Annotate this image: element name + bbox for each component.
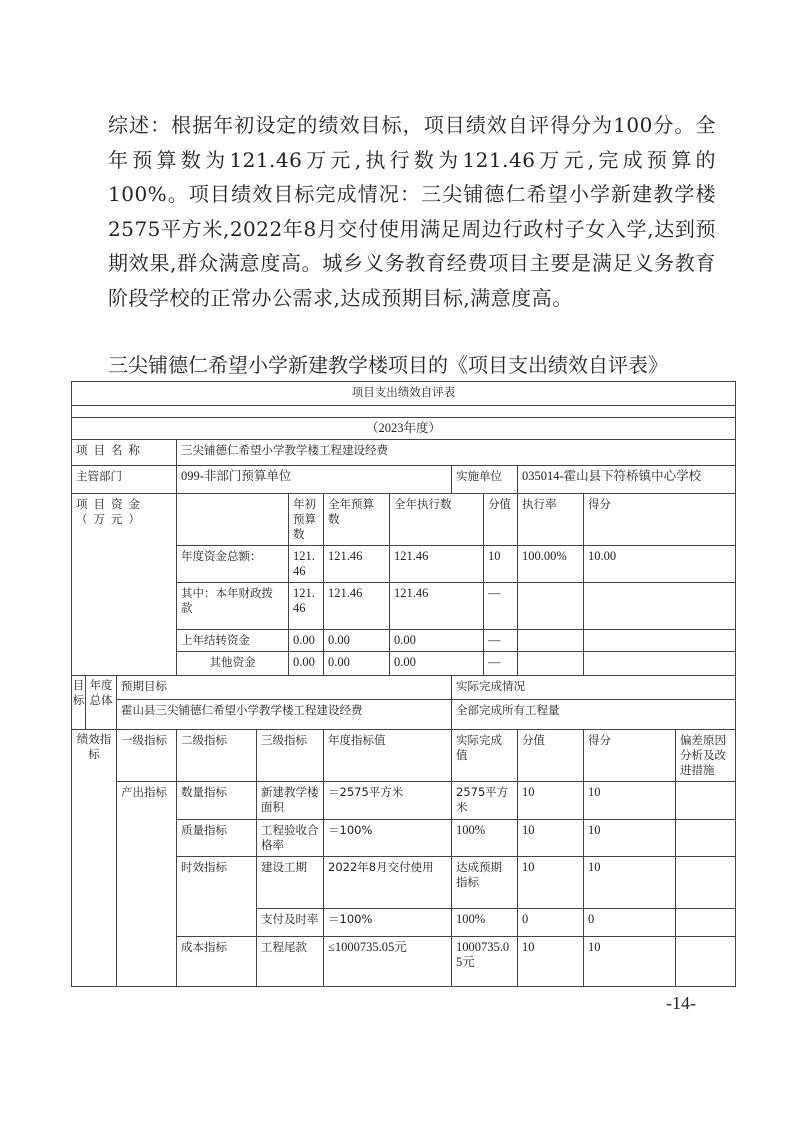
indicator-actual: 达成预期指标 [452,857,518,909]
goal-label-left: 目标 [72,676,86,730]
impl-label: 实施单位 [452,466,518,494]
indicator-header-target: 年度指标值 [324,730,452,782]
funds-row-label: 年度资金总额： [177,546,289,583]
goal-actual-header: 实际完成情况 [452,676,736,700]
funds-row-label: 上年结转资金 [177,630,289,652]
funds-executed: 0.00 [390,652,484,676]
indicator-level1: 产出指标 [117,782,177,987]
table-caption: 三尖铺德仁希望小学新建教学楼项目的《项目支出绩效自评表》 [108,353,668,377]
funds-header-executed: 全年执行数 [390,494,484,546]
indicator-target: ＝100% [324,820,452,857]
funds-rate [518,652,584,676]
funds-annual: 0.00 [324,630,390,652]
dept-label: 主管部门 [72,466,177,494]
funds-row-label: 其他资金 [177,652,289,676]
project-name-value: 三尖铺德仁希望小学教学楼工程建设经费 [177,440,736,466]
indicator-actual: 2575平方米 [452,782,518,820]
funds-initial: 0.00 [289,630,324,652]
indicator-value: 10 [518,937,584,987]
goal-expected-header: 预期目标 [117,676,452,700]
indicator-score: 0 [584,909,676,937]
funds-annual: 121.46 [324,583,390,630]
funds-annual: 121.46 [324,546,390,583]
indicator-row [72,782,736,820]
funds-rate: 100.00% [518,546,584,583]
project-name-label: 项目名称 [72,440,177,466]
funds-initial: 121.46 [289,583,324,630]
indicator-value: 10 [518,820,584,857]
funds-score: 10.00 [584,546,736,583]
indicator-level3: 建设工期 [257,857,324,909]
goal-expected-value: 霍山县三尖铺德仁希望小学教学楼工程建设经费 [117,700,452,730]
indicator-value: 0 [518,909,584,937]
dept-value: 099-非部门预算单位 [177,466,452,494]
indicator-score: 10 [584,782,676,820]
indicator-deviation [676,909,736,937]
funds-header-blank [177,494,289,546]
indicator-header-score: 得分 [584,730,676,782]
funds-executed: 121.46 [390,583,484,630]
summary-paragraph: 综述：根据年初设定的绩效目标，项目绩效自评得分为100分。全年预算数为121.46万元,执行数为121.46万元,完成预算的100%。项目绩效目标完成情况：三尖铺德仁希望小学新建教学楼2575平方米,2022年8月交付使用满足周边行政村子女入学,达到预期效果,群众满意度高。城乡义务教育经费项目主要是满足义务教育阶段学校的正常办公需求,达成预期目标,满意度高。 [108,113,716,310]
indicator-level2: 质量指标 [177,820,257,857]
funds-score [584,583,736,630]
indicator-header-actual: 实际完成值 [452,730,518,782]
table-spacer [72,406,736,418]
funds-header-annual: 全年预算数 [324,494,390,546]
funds-initial: 121.46 [289,546,324,583]
indicator-level3: 支付及时率 [257,909,324,937]
funds-executed: 121.46 [390,546,484,583]
indicator-target: ＝100% [324,909,452,937]
funds-rate [518,583,584,630]
funds-score-value: — [484,652,518,676]
indicators-label: 绩效指标 [72,730,117,987]
funds-initial: 0.00 [289,652,324,676]
table-year: （2023年度） [72,418,736,440]
indicator-header-level1: 一级指标 [117,730,177,782]
indicator-target: ＝2575平方米 [324,782,452,820]
indicator-value: 10 [518,857,584,909]
indicator-actual: 1000735.05元 [452,937,518,987]
funds-rate [518,630,584,652]
indicator-header-level2: 二级指标 [177,730,257,782]
indicator-deviation [676,820,736,857]
indicator-score: 10 [584,857,676,909]
indicator-score: 10 [584,820,676,857]
indicator-deviation [676,937,736,987]
indicator-header-level3: 三级指标 [257,730,324,782]
funds-score-value: 10 [484,546,518,583]
funds-score [584,652,736,676]
funds-header-rate: 执行率 [518,494,584,546]
indicator-score: 10 [584,937,676,987]
funds-executed: 0.00 [390,630,484,652]
funds-header-score: 得分 [584,494,736,546]
indicator-header-value: 分值 [518,730,584,782]
funds-header-initial: 年初预算数 [289,494,324,546]
goal-label-right: 年度总体 [86,676,117,730]
funds-score-value: — [484,583,518,630]
indicator-header-deviation: 偏差原因分析及改进措施 [676,730,736,782]
indicator-level3: 新建教学楼面积 [257,782,324,820]
funds-annual: 0.00 [324,652,390,676]
indicator-level2: 成本指标 [177,937,257,987]
indicator-target: 2022年8月交付使用 [324,857,452,909]
indicator-level3: 工程尾款 [257,937,324,987]
indicator-level2: 时效指标 [177,857,257,937]
indicator-deviation [676,782,736,820]
indicator-value: 10 [518,782,584,820]
indicator-actual: 100% [452,820,518,857]
goal-actual-value: 全部完成所有工程量 [452,700,736,730]
page-number: -14- [666,993,696,1013]
indicator-target: ≤1000735.05元 [324,937,452,987]
summary-section [108,108,716,315]
indicator-level3: 工程验收合格率 [257,820,324,857]
funds-header-score-value: 分值 [484,494,518,546]
funds-score [584,630,736,652]
indicator-deviation [676,857,736,909]
performance-self-evaluation-table [71,381,736,987]
funds-row-label: 其中：本年财政拨款 [177,583,289,630]
impl-value: 035014-霍山县下符桥镇中心学校 [518,466,736,494]
funds-label: 项目资金（万元） [72,494,177,676]
table-title: 项目支出绩效自评表 [72,382,736,406]
funds-score-value: — [484,630,518,652]
indicator-actual: 100% [452,909,518,937]
indicator-level2: 数量指标 [177,782,257,820]
